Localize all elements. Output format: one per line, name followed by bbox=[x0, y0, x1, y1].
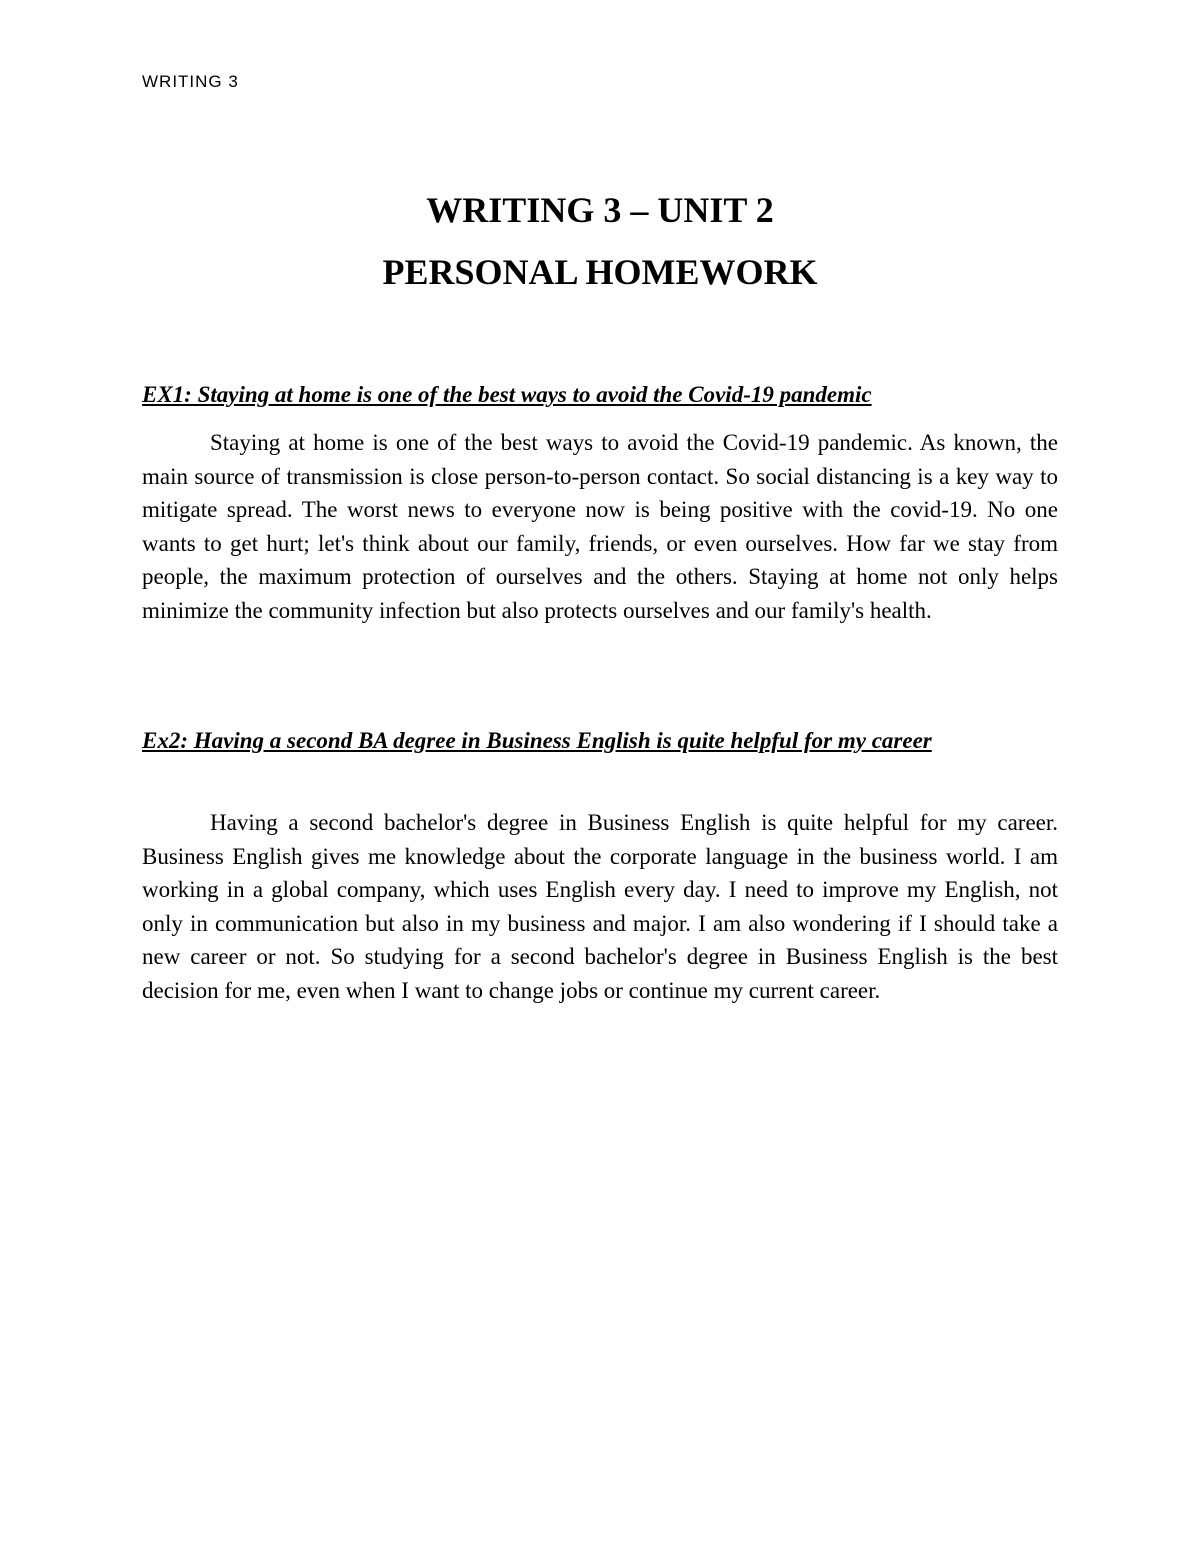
section-body-ex2: Having a second bachelor's degree in Business English is quite helpful for my career. Business English gives me knowledge about the corporate language in the business world. I am working in a global company, which uses English every day. I need to improve my English, not only in communication but also in my business and major. I am also wondering if I should take a new career or not. So studying for a second bachelor's degree in Business English is the best decision for me, even when I want to change jobs or continue my current career. bbox=[142, 810, 1058, 1003]
page-subtitle: PERSONAL HOMEWORK bbox=[382, 252, 818, 292]
section-heading-ex2: Ex2: Having a second BA degree in Business English is quite helpful for my career bbox=[142, 728, 932, 753]
running-header: WRITING 3 bbox=[142, 72, 239, 91]
page-title: WRITING 3 – UNIT 2 bbox=[426, 190, 774, 230]
section-body-ex1: Staying at home is one of the best ways to avoid the Covid-19 pandemic. As known, the main source of transmission is close person-to-person contact. So social distancing is a key way to mitigate spread. The worst news to everyone now is being positive with the covid-19. No one wants to get hurt; let's think about our family, friends, or even ourselves. How far we stay from people, the maximum protection of ourselves and the others. Staying at home not only helps minimize the community infection but also protects ourselves and our family's health. bbox=[142, 430, 1058, 623]
section-heading-ex1: EX1: Staying at home is one of the best ways to avoid the Covid-19 pandemic bbox=[142, 382, 872, 407]
